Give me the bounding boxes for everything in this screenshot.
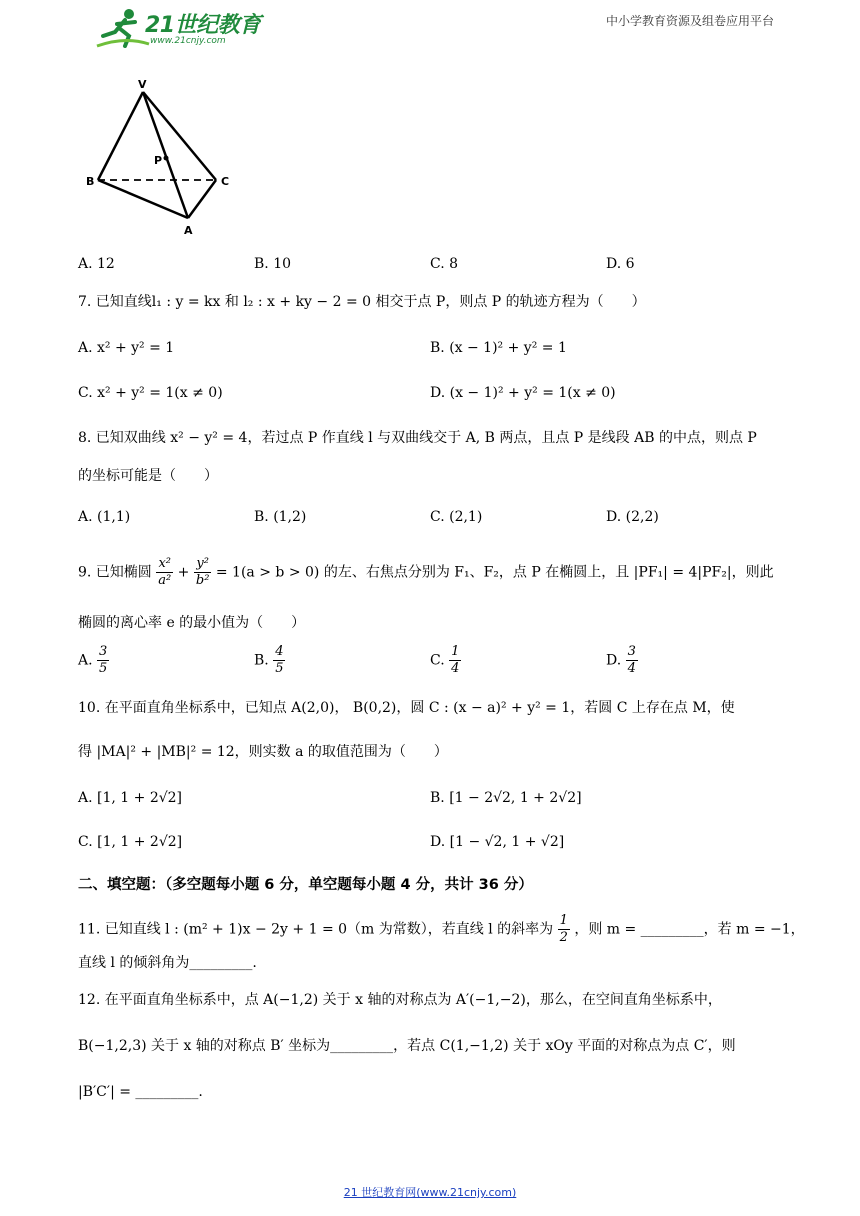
section-2-heading: 二、填空题：（多空题每小题 6 分，单空题每小题 4 分，共计 36 分）	[78, 877, 533, 893]
edge-ca	[188, 180, 216, 218]
q7-option-d[interactable]: D. (x − 1)² + y² = 1(x ≠ 0)	[430, 385, 616, 401]
q12-stem-line1: 12. 在平面直角坐标系中，点 A(−1,2) 关于 x 轴的对称点为 A′(−1,−2)，那么，在空间直角坐标系中，	[78, 992, 722, 1008]
q9-stem-line1: 9. 已知椭圆 $\frac{\text{x²}}{\text{a²}}$ + $\frac{\text{y²}}{\text{b²}}$ = 1(a > b > 0) 的左、右焦点分别为 F₁、F₂，点 P 在椭圆上，且 |PF₁| = 4|PF₂|，则此	[78, 556, 774, 588]
q6-option-c[interactable]: C. 8	[430, 256, 459, 272]
q10-option-b[interactable]: B. [1 − 2√2, 1 + 2√2]	[430, 790, 582, 806]
q10-option-c[interactable]: C. [1, 1 + 2√2]	[78, 834, 183, 850]
q8-option-c[interactable]: C. (2,1)	[430, 509, 483, 525]
q11-stem-a: 11. 已知直线 l : (m² + 1)x − 2y + 1 = 0（m 为常数），若直线 l 的斜率为	[78, 921, 554, 938]
q11-stem-b: ，则 m = _________，若 m = −1，	[574, 921, 805, 938]
q6-option-d[interactable]: D. 6	[606, 256, 635, 272]
runner-logo-icon	[95, 6, 151, 48]
q11-slope-frac: $\frac{1}{2}$	[559, 913, 568, 945]
q9-option-a[interactable]: A. $\frac{3}{5}$	[78, 644, 108, 676]
edge-vb	[98, 92, 143, 180]
point-p	[164, 156, 169, 161]
q9-stem-a: 9. 已知椭圆	[78, 564, 152, 581]
label-p: P	[154, 154, 163, 167]
q7-option-b[interactable]: B. (x − 1)² + y² = 1	[430, 340, 567, 356]
q8-option-b[interactable]: B. (1,2)	[254, 509, 307, 525]
q10-stem-line2: 得 |MA|² + |MB|² = 12，则实数 a 的取值范围为（ ）	[78, 744, 448, 760]
q9-frac-x: $\frac{\text{x²}}{\text{a²}}$	[158, 556, 172, 588]
q9-frac-y: $\frac{\text{y²}}{\text{b²}}$	[195, 556, 210, 588]
q7-option-a[interactable]: A. x² + y² = 1	[78, 340, 175, 356]
q6-option-b[interactable]: B. 10	[254, 256, 292, 272]
logo-text: 21世纪教育	[145, 13, 261, 38]
q7-stem: 7. 已知直线l₁ : y = kx 和 l₂ : x + ky − 2 = 0 相交于点 P，则点 P 的轨迹方程为（ ）	[78, 294, 646, 310]
edge-ba	[98, 180, 188, 218]
q9-stem-line2: 椭圆的离心率 e 的最小值为（ ）	[78, 615, 306, 631]
platform-title: 中小学教育资源及组卷应用平台	[605, 14, 774, 28]
q12-stem-line3: |B′C′| = _________.	[78, 1084, 203, 1100]
q12-stem-line2: B(−1,2,3) 关于 x 轴的对称点 B′ 坐标为_________，若点 C(1,−1,2) 关于 xOy 平面的对称点为点 C′，则	[78, 1038, 736, 1054]
logo-url: www.21cnjy.com	[150, 36, 226, 46]
q8-option-d[interactable]: D. (2,2)	[606, 509, 659, 525]
q8-option-a[interactable]: A. (1,1)	[78, 509, 131, 525]
q8-stem-line1: 8. 已知双曲线 x² − y² = 4，若过点 P 作直线 l 与双曲线交于 A, B 两点，且点 P 是线段 AB 的中点，则点 P	[78, 430, 757, 446]
label-a: A	[184, 224, 193, 237]
q9-option-b[interactable]: B. $\frac{4}{5}$	[254, 644, 284, 676]
q7-option-c[interactable]: C. x² + y² = 1(x ≠ 0)	[78, 385, 223, 401]
footer-link[interactable]: 21 世纪教育网(www.21cnjy.com)	[343, 1186, 517, 1199]
q6-option-a[interactable]: A. 12	[78, 256, 115, 272]
label-v: V	[138, 78, 147, 91]
label-c: C	[221, 175, 230, 188]
q9-option-c[interactable]: C. $\frac{1}{4}$	[430, 644, 460, 676]
q11-stem-line2: 直线 l 的倾斜角为_________.	[78, 955, 257, 971]
tetrahedron-figure	[80, 78, 250, 238]
q8-stem-line2: 的坐标可能是（ ）	[78, 468, 218, 484]
q9-stem-b: = 1(a > b > 0) 的左、右焦点分别为 F₁、F₂，点 P 在椭圆上，且 |PF₁| = 4|PF₂|，则此	[215, 564, 774, 581]
q9-option-d[interactable]: D. $\frac{3}{4}$	[606, 644, 636, 676]
q11-stem-line1	[78, 913, 805, 946]
q10-option-d[interactable]: D. [1 − √2, 1 + √2]	[430, 834, 565, 850]
label-b: B	[86, 175, 95, 188]
edge-va	[143, 92, 188, 218]
q10-stem-line1: 10. 在平面直角坐标系中，已知点 A(2,0)， B(0,2)，圆 C : (x − a)² + y² = 1，若圆 C 上存在点 M，使	[78, 700, 735, 716]
q10-option-a[interactable]: A. [1, 1 + 2√2]	[78, 790, 183, 806]
